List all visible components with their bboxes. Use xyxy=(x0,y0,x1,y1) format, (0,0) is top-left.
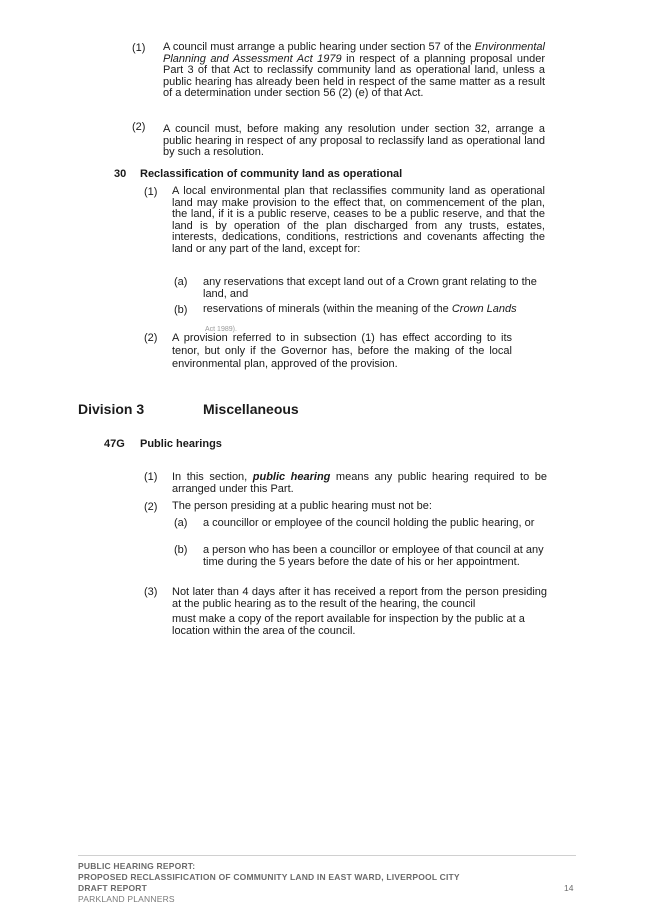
s30-p1-text: A local environmental plan that reclassifies community land as operational land may make provision to the effect that, on commencement of the plan, the land, if it is a public reserve, ceases to be a public reserve, and that the land is by operation of the plan discharged from any trusts, estates, interests, dedications, conditions, restrictions and covenants affecting the land or any part of the land, except for: xyxy=(172,185,545,255)
s30-p1-b-act-title: Crown Lands xyxy=(451,303,517,315)
s47g-p1-defined-term: public hearing xyxy=(252,471,331,483)
s47g-p3-text-2: must make a copy of the report available for inspection by the public at a location within the area of the council. xyxy=(172,613,525,637)
division-title: Miscellaneous xyxy=(203,401,299,417)
s47g-p3-number: (3) xyxy=(144,586,158,598)
s47g-p2-b-number: (b) xyxy=(174,544,188,556)
s30-p1-number: (1) xyxy=(144,186,158,198)
s29-p1-pre: A council must arrange a public hearing under section 57 of the xyxy=(163,41,472,53)
footer-report-subtitle: PROPOSED RECLASSIFICATION OF COMMUNITY LAND IN EAST WARD, LIVERPOOL CITY xyxy=(78,872,460,882)
s47g-p1-pre: In this section, xyxy=(172,471,253,483)
s30-p1-b-text xyxy=(203,304,543,316)
s47g-p2-a-number: (a) xyxy=(174,517,188,529)
s47g-p1-text xyxy=(172,471,547,495)
footer-author: PARKLAND PLANNERS xyxy=(78,894,175,904)
s30-p2-text: A provision referred to in subsection (1) has effect according to its tenor, but only if the Governor has, before the making of the local environmental plan, approved of the provision. xyxy=(172,332,512,370)
s30-p1-a-number: (a) xyxy=(174,276,188,288)
s47g-p1-post: means any public hearing required to be arranged under this Part. xyxy=(172,471,547,495)
s29-p1-number: (1) xyxy=(132,42,146,54)
s47g-number: 47G xyxy=(104,438,125,450)
s30-p1-b-cutoff-text: Act 1989). xyxy=(205,326,237,333)
s30-p2-number: (2) xyxy=(144,332,158,344)
s47g-p2-b-text: a person who has been a councillor or employee of that council at any time during the 5 years before the date of his or her appointment. xyxy=(203,544,544,568)
division-label: Division 3 xyxy=(78,401,145,417)
s30-p1-b-pre: reservations of minerals (within the meaning of the xyxy=(203,303,452,315)
footer-report-title: PUBLIC HEARING REPORT: xyxy=(78,861,196,871)
s47g-p2-text: The person presiding at a public hearing must not be: xyxy=(172,500,432,512)
s47g-p2-a-text: a councillor or employee of the council holding the public hearing, or xyxy=(203,517,535,529)
s29-p2-text: A council must, before making any resolution under section 32, arrange a public hearing in respect of any proposal to reclassify land as operational land by such a resolution. xyxy=(163,123,545,158)
s30-p1-b-number: (b) xyxy=(174,304,188,316)
s47g-p3-text-1: Not later than 4 days after it has received a report from the person presiding at the public hearing as to the result of the hearing, the council xyxy=(172,586,547,610)
s47g-p1-number: (1) xyxy=(144,471,158,483)
footer-divider xyxy=(78,855,576,856)
s47g-p2-number: (2) xyxy=(144,501,158,513)
footer-draft-label: DRAFT REPORT xyxy=(78,883,147,893)
s29-p1-text xyxy=(163,42,545,100)
s29-p1-act-title: Environmental Planning and Assessment Act 1979 xyxy=(163,41,545,65)
s29-p1-post: in respect of a planning proposal under Part 3 of that Act to reclassify community land as operational land, unless a public hearing has already been held in respect of the same matter as a result of a determination under section 56 (2) (e) of that Act. xyxy=(163,52,545,99)
page-number: 14 xyxy=(564,883,574,893)
s30-p1-a-text: any reservations that except land out of a Crown grant relating to the land, and xyxy=(203,276,537,300)
s47g-heading: Public hearings xyxy=(140,438,222,450)
s30-number: 30 xyxy=(114,168,127,180)
s30-heading: Reclassification of community land as operational xyxy=(140,168,403,180)
s29-p2-number: (2) xyxy=(132,121,146,133)
